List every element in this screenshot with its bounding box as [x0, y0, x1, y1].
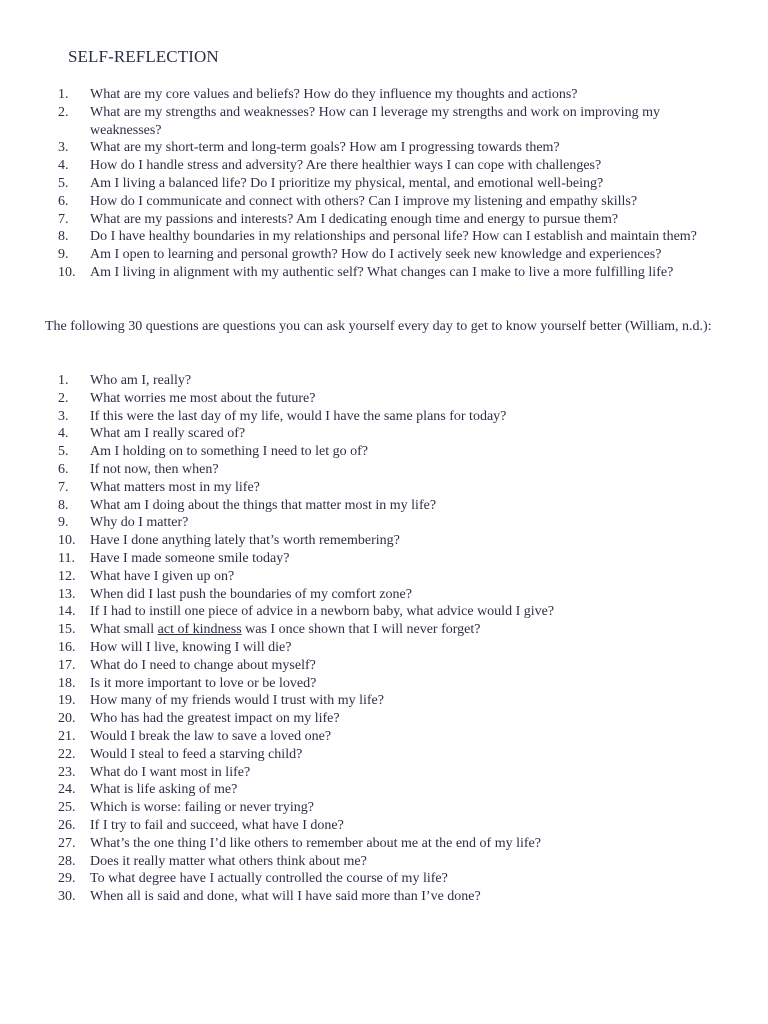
list-item: 10. Am I living in alignment with my authentic self? What changes can I make to live a more fulfilling life? [58, 264, 674, 280]
list-item: 17. What do I need to change about myself? [58, 657, 316, 673]
list-item: 25. Which is worse: failing or never trying? [58, 800, 314, 816]
list-item: 9. Am I open to learning and personal growth? How do I actively seek new knowledge and experiences? [58, 247, 662, 263]
list-item: 13. When did I last push the boundaries of my comfort zone? [58, 586, 412, 602]
list-item: 19. How many of my friends would I trust with my life? [58, 693, 384, 709]
list-item: 2. What worries me most about the future? [58, 390, 316, 406]
list-item: 8. Do I have healthy boundaries in my relationships and personal life? How can I establish and maintain them? [58, 229, 697, 245]
list-item: 27. What’s the one thing I’d like others to remember about me at the end of my life? [58, 835, 541, 851]
daily-questions-list [0, 372, 730, 906]
list-item: 4. How do I handle stress and adversity? Are there healthier ways I can cope with challenges? [58, 158, 602, 174]
list-item: 9. Why do I matter? [58, 515, 189, 531]
act-of-kindness-link[interactable]: act of kindness [157, 622, 242, 638]
list-item: 3. If this were the last day of my life, would I have the same plans for today? [58, 408, 507, 424]
page-title: SELF-REFLECTION [68, 47, 219, 66]
list-item: 7. What are my passions and interests? Am I dedicating enough time and energy to pursue them? [58, 211, 619, 227]
list-item: 30. When all is said and done, what will I have said more than I’ve done? [58, 889, 481, 905]
list-item: 12. What have I given up on? [58, 568, 235, 584]
list-item: 16. How will I live, knowing I will die? [58, 639, 292, 655]
list-item: 20. Who has had the greatest impact on my life? [58, 711, 340, 727]
list-item: 10. Have I done anything lately that’s worth remembering? [58, 533, 400, 549]
list-item: 26. If I try to fail and succeed, what have I done? [58, 817, 344, 833]
list-item: 6. How do I communicate and connect with others? Can I improve my listening and empathy skills? [58, 193, 638, 209]
q15-before: What small [90, 622, 158, 638]
list-item: 2. What are my strengths and weaknesses? How can I leverage my strengths and work on improving my weaknesses? [58, 104, 660, 138]
list-item: 18. Is it more important to love or be loved? [58, 675, 317, 691]
intro-paragraph: The following 30 questions are questions you can ask yourself every day to get to know yourself better (William, n.d.): [45, 319, 712, 334]
list-item: 8. What am I doing about the things that matter most in my life? [58, 497, 437, 513]
list-item: 23. What do I want most in life? [58, 764, 251, 780]
list-item: 6. If not now, then when? [58, 461, 219, 477]
list-item: 1. What are my core values and beliefs? How do they influence my thoughts and actions? [58, 87, 578, 102]
list-item: 11. Have I made someone smile today? [58, 550, 290, 566]
reflection-questions-list [0, 86, 730, 282]
q15-after: was I once shown that I will never forget? [241, 622, 481, 638]
list-item: 5. Am I holding on to something I need to let go of? [58, 444, 369, 460]
list-item: 4. What am I really scared of? [58, 426, 246, 442]
list-item: 14. If I had to instill one piece of advice in a newborn baby, what advice would I give? [58, 604, 555, 620]
list-item: 15. What small act of kindness was I once shown that I will never forget? [58, 622, 481, 638]
list-item: 28. Does it really matter what others think about me? [58, 853, 367, 869]
list-item: 22. Would I steal to feed a starving child? [58, 746, 303, 762]
list-item: 3. What are my short-term and long-term goals? How am I progressing towards them? [58, 140, 560, 156]
list-item: 1. Who am I, really? [58, 373, 192, 388]
list-item: 29. To what degree have I actually controlled the course of my life? [58, 871, 448, 887]
list-item: 7. What matters most in my life? [58, 479, 260, 495]
list-item: 5. Am I living a balanced life? Do I prioritize my physical, mental, and emotional well-being? [58, 175, 604, 191]
list-item: 21. Would I break the law to save a loved one? [58, 728, 332, 744]
list-item: 24. What is life asking of me? [58, 782, 238, 798]
